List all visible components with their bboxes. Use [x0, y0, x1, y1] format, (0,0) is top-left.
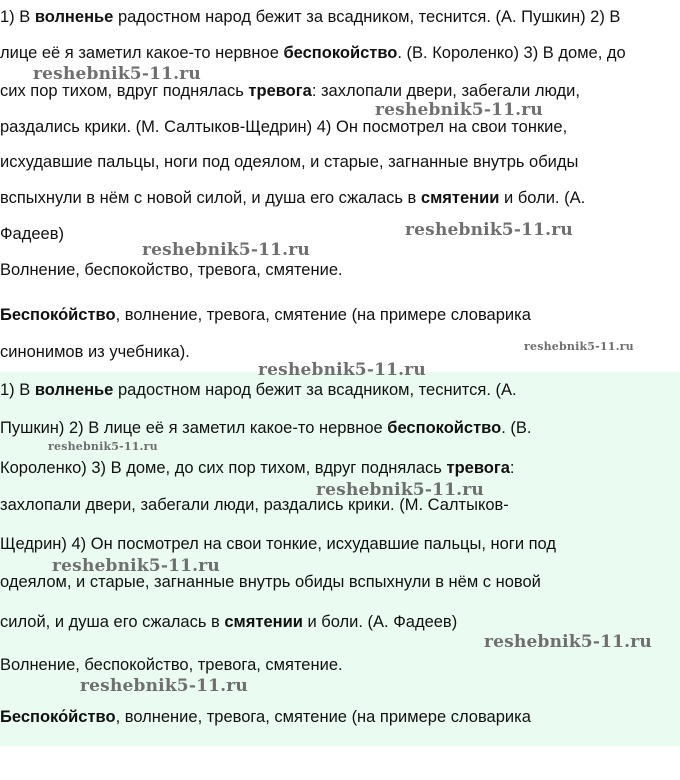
watermark: reshebnik5-11.ru — [524, 340, 634, 353]
text-line — [0, 380, 517, 400]
watermark: reshebnik5-11.ru — [316, 480, 484, 500]
text-segment: : — [509, 459, 515, 477]
bold-word: Беспоко́йство — [0, 708, 116, 726]
text-segment: Короленко) 3) В доме, до сих пор тихом, вдруг поднялась — [0, 459, 447, 477]
text-segment: силой, и душа его сжалась в — [0, 613, 225, 631]
watermark: reshebnik5-11.ru — [405, 220, 573, 240]
bold-word: смятении — [224, 613, 303, 631]
text-segment: Пушкин) 2) В лице её я заметил какое-то нервное — [0, 419, 388, 437]
text-line — [0, 81, 580, 101]
watermark: reshebnik5-11.ru — [80, 676, 248, 696]
bold-word: смятении — [420, 189, 500, 207]
text-line — [0, 260, 343, 280]
text-segment: раздались крики. (М. Салтыков-Щедрин) 4) Он посмотрел на свои тонкие, — [0, 118, 568, 136]
text-segment: . (В. Короленко) 3) В доме, до — [397, 44, 626, 62]
text-line — [0, 152, 578, 172]
text-segment: , волнение, тревога, смятение (на примере словарика — [115, 708, 531, 726]
bold-word: тревога — [446, 459, 510, 477]
text-segment: Волнение, беспокойство, тревога, смятение. — [0, 261, 343, 279]
watermark: reshebnik5-11.ru — [484, 632, 652, 652]
text-segment: Фадеев) — [0, 225, 64, 243]
text-segment: Щедрин) 4) Он посмотрел на свои тонкие, исхудавшие пальцы, ноги под — [0, 535, 556, 553]
text-segment: радостном народ бежит за всадником, теснится. (А. Пушкин) 2) В — [113, 8, 621, 26]
text-line — [0, 43, 626, 63]
text-line — [0, 188, 585, 208]
text-segment: 1) В — [0, 381, 35, 399]
bold-word: беспокойство — [387, 419, 502, 437]
text-segment: Волнение, беспокойство, тревога, смятение. — [0, 656, 343, 674]
text-segment: сих пор тихом, вдруг поднялась — [0, 82, 249, 100]
text-segment: исхудавшие пальцы, ноги под одеялом, и старые, загнанные внутрь обиды — [0, 153, 579, 171]
bold-word: волненье — [34, 8, 114, 26]
text-segment: одеялом, и старые, загнанные внутрь обиды вспыхнули в нём с новой — [0, 573, 541, 591]
watermark: reshebnik5-11.ru — [375, 100, 543, 120]
text-segment: лице её я заметил какое-то нервное — [0, 44, 284, 62]
text-line — [0, 224, 64, 244]
text-block-original — [0, 0, 680, 372]
text-segment: синонимов из учебника). — [0, 343, 190, 361]
bold-word: Беспоко́йство — [0, 306, 116, 324]
text-segment: , волнение, тревога, смятение (на примере словарика — [115, 306, 531, 324]
watermark: reshebnik5-11.ru — [33, 64, 201, 84]
text-line — [0, 458, 514, 478]
text-segment: вспыхнули в нём с новой силой, и душа его сжалась в — [0, 189, 421, 207]
watermark: reshebnik5-11.ru — [52, 556, 220, 576]
text-line — [0, 655, 343, 675]
text-line — [0, 342, 190, 362]
text-segment: радостном народ бежит за всадником, теснится. (А. — [113, 381, 517, 399]
text-line — [0, 117, 567, 137]
text-line — [0, 534, 556, 554]
watermark: reshebnik5-11.ru — [258, 360, 426, 380]
bold-word: тревога — [248, 82, 312, 100]
text-segment: 1) В — [0, 8, 35, 26]
bold-word: беспокойство — [283, 44, 398, 62]
bold-word: волненье — [34, 381, 114, 399]
text-segment: и боли. (А. Фадеев) — [302, 613, 458, 631]
text-segment: и боли. (А. — [499, 189, 586, 207]
watermark: reshebnik5-11.ru — [142, 240, 310, 260]
text-line — [0, 707, 531, 727]
text-segment: . (В. — [501, 419, 532, 437]
text-line — [0, 305, 531, 325]
text-line — [0, 612, 457, 632]
watermark: reshebnik5-11.ru — [48, 440, 158, 453]
text-segment: захлопали двери, забегали люди, раздались крики. (М. Салтыков- — [0, 496, 509, 514]
text-segment: : захлопали двери, забегали люди, — [311, 82, 580, 100]
text-line — [0, 7, 620, 27]
text-line — [0, 418, 531, 438]
